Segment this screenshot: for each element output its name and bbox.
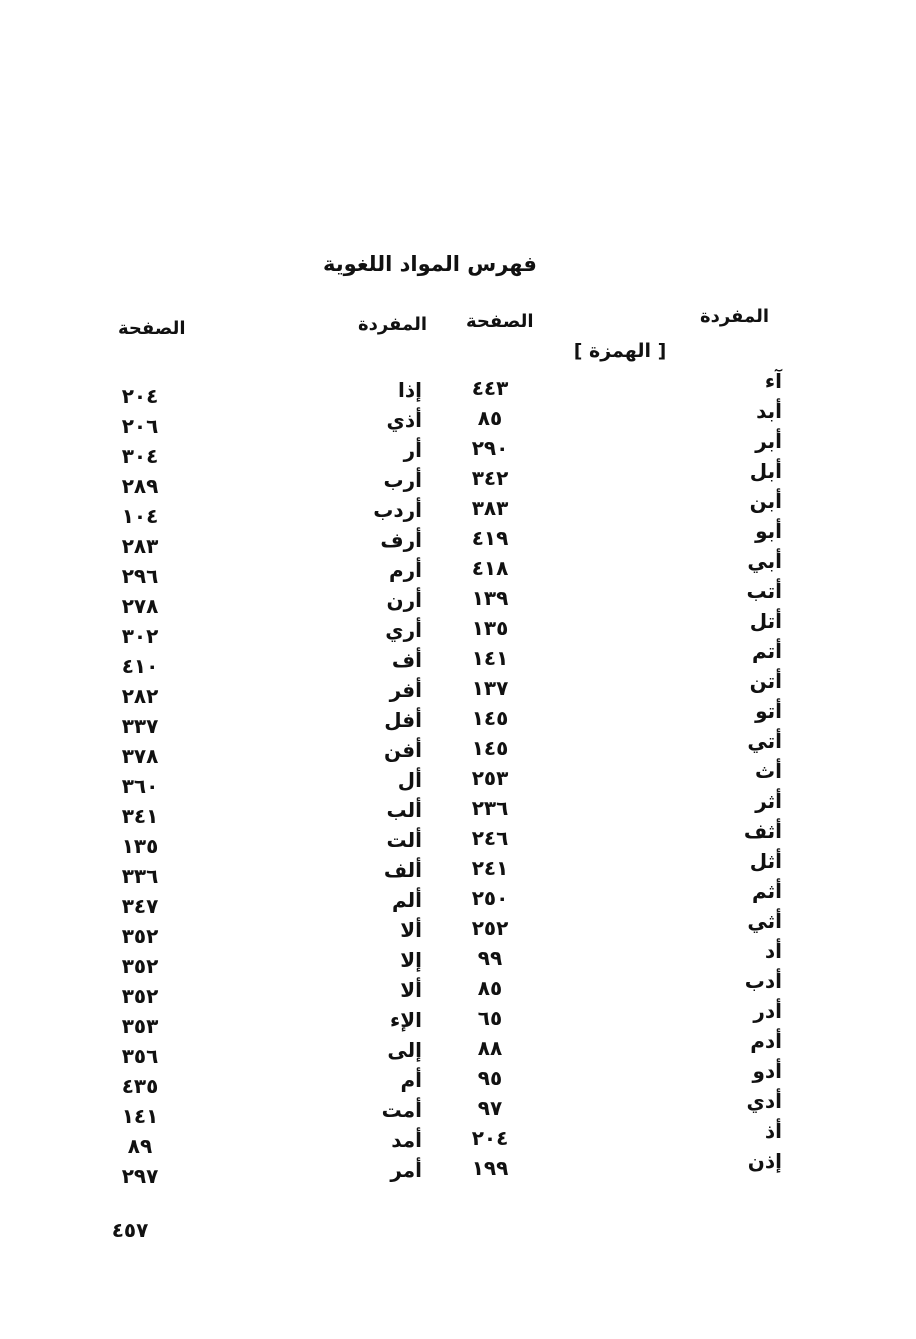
column-words-left (330, 375, 422, 1185)
entry-page: ٢٤١ (471, 856, 509, 880)
entry-page: ١٣٧ (471, 676, 509, 700)
entry-word: أذي (386, 408, 422, 432)
entry-word: أدم (750, 1029, 782, 1053)
entry-page: ٢٠٤ (471, 1126, 509, 1150)
column-words-right (700, 366, 782, 1176)
entry-page: ٢٤٦ (471, 826, 509, 850)
entry-page: ٢٠٤ (121, 384, 159, 408)
entry-page: ٢٠٦ (121, 414, 159, 438)
column-pages-left (100, 381, 180, 1191)
entry-word: إلى (387, 1038, 422, 1062)
entry-word: أذ (764, 1119, 782, 1143)
entry-word: أرب (383, 468, 422, 492)
entry-page: ٣٤٢ (471, 466, 509, 490)
header-word-left: المفردة (358, 314, 428, 335)
entry-page: ٤١٩ (471, 526, 509, 550)
entry-page: ٤١٨ (471, 556, 509, 580)
entry-word: أردب (373, 498, 422, 522)
entry-page: ٢٩٧ (121, 1164, 159, 1188)
page-title: فهرس المواد اللغوية (323, 252, 537, 276)
entry-word: ألب (386, 798, 422, 822)
entry-word: أدي (746, 1089, 782, 1113)
entry-word: أري (385, 618, 422, 642)
entry-page: ٦٥ (477, 1006, 503, 1030)
entry-page: ٨٥ (477, 976, 503, 1000)
entry-page: ٩٧ (477, 1096, 503, 1120)
entry-word: ألت (386, 828, 422, 852)
entry-page: ٣٦٠ (121, 774, 159, 798)
entry-word: ألا (400, 918, 422, 942)
entry-word: ألف (383, 858, 422, 882)
entry-word: إلا (400, 948, 422, 972)
entry-word: أثف (743, 819, 782, 843)
entry-word: أثي (747, 909, 782, 933)
section-heading: [ الهمزة ] (573, 340, 667, 362)
entry-page: ٢٨٩ (121, 474, 159, 498)
entry-word: أمت (381, 1098, 422, 1122)
entry-word: أمر (390, 1158, 422, 1182)
entry-word: أفل (384, 708, 422, 732)
entry-word: أتل (749, 609, 782, 633)
entry-word: أثم (751, 879, 782, 903)
entry-word: أثل (749, 849, 782, 873)
entry-page: ١٣٥ (121, 834, 159, 858)
entry-page: ١٩٩ (471, 1156, 509, 1180)
entry-word: أف (391, 648, 422, 672)
entry-page: ٤٣٥ (121, 1074, 159, 1098)
entry-page: ٢٩٦ (121, 564, 159, 588)
entry-word: أبر (755, 429, 782, 453)
entry-page: ٤٤٣ (471, 376, 509, 400)
entry-word: أتي (747, 729, 782, 753)
entry-word: أتن (749, 669, 782, 693)
entry-word: الإء (390, 1008, 422, 1032)
entry-page: ٣٥٢ (121, 984, 159, 1008)
entry-word: أفر (389, 678, 422, 702)
entry-page: ٤١٠ (121, 654, 159, 678)
entry-page: ٣٤٧ (121, 894, 159, 918)
entry-page: ١٤١ (471, 646, 509, 670)
entry-word: أرن (386, 588, 422, 612)
header-word-right: المفردة (700, 306, 770, 327)
entry-word: أثر (755, 789, 782, 813)
entry-page: ١٤١ (121, 1104, 159, 1128)
entry-page: ٩٥ (477, 1066, 503, 1090)
entry-page: ١٤٥ (471, 736, 509, 760)
entry-word: أر (403, 438, 422, 462)
entry-page: ٣٠٤ (121, 444, 159, 468)
entry-word: إذن (747, 1149, 782, 1173)
entry-word: أتب (746, 579, 782, 603)
entry-page: ٣٠٢ (121, 624, 159, 648)
entry-word: أرم (388, 558, 422, 582)
entry-page: ١٣٩ (471, 586, 509, 610)
entry-word: أبي (747, 549, 782, 573)
entry-page: ٢٧٨ (121, 594, 159, 618)
entry-page: ٢٥٣ (471, 766, 509, 790)
page-number: ٤٥٧ (111, 1218, 149, 1242)
entry-word: أل (397, 768, 422, 792)
entry-page: ٣٥٢ (121, 924, 159, 948)
header-page-left: الصفحة (118, 318, 186, 339)
entry-word: أتم (751, 639, 782, 663)
entry-page: ٢٨٢ (121, 684, 159, 708)
entry-word: أد (764, 939, 782, 963)
header-page-right: الصفحة (466, 311, 534, 332)
entry-word: أث (755, 759, 782, 783)
entry-page: ٨٩ (127, 1134, 153, 1158)
entry-word: ألا (400, 978, 422, 1002)
entry-word: أدر (753, 999, 782, 1023)
entry-page: ١٣٥ (471, 616, 509, 640)
entry-page: ٣٧٨ (121, 744, 159, 768)
entry-page: ٩٩ (477, 946, 503, 970)
entry-word: أم (400, 1068, 422, 1092)
entry-word: أدب (744, 969, 782, 993)
entry-page: ٢٥٠ (471, 886, 509, 910)
entry-page: ٣٣٦ (121, 864, 159, 888)
entry-page: ٢٩٠ (471, 436, 509, 460)
entry-word: أدو (752, 1059, 782, 1083)
entry-page: ٨٨ (477, 1036, 503, 1060)
entry-page: ٣٨٣ (471, 496, 509, 520)
entry-page: ٨٥ (477, 406, 503, 430)
entry-word: أمد (391, 1128, 422, 1152)
entry-page: ٢٥٢ (471, 916, 509, 940)
entry-word: أبد (756, 399, 782, 423)
entry-page: ٣٥٦ (121, 1044, 159, 1068)
column-pages-right (440, 373, 540, 1183)
entry-page: ٢٣٦ (471, 796, 509, 820)
entry-page: ٣٥٢ (121, 954, 159, 978)
entry-page: ١٠٤ (121, 504, 159, 528)
entry-page: ١٤٥ (471, 706, 509, 730)
entry-word: أبل (749, 459, 782, 483)
entry-page: ٢٨٣ (121, 534, 159, 558)
entry-page: ٣٣٧ (121, 714, 159, 738)
entry-page: ٣٤١ (121, 804, 159, 828)
entry-word: أبن (749, 489, 782, 513)
entry-word: ألم (391, 888, 422, 912)
entry-word: أرف (380, 528, 422, 552)
entry-word: أبو (755, 519, 782, 543)
entry-word: إذا (398, 378, 422, 402)
entry-word: آء (764, 369, 782, 393)
entry-word: أفن (384, 738, 422, 762)
entry-word: أتو (755, 699, 782, 723)
entry-page: ٣٥٣ (121, 1014, 159, 1038)
